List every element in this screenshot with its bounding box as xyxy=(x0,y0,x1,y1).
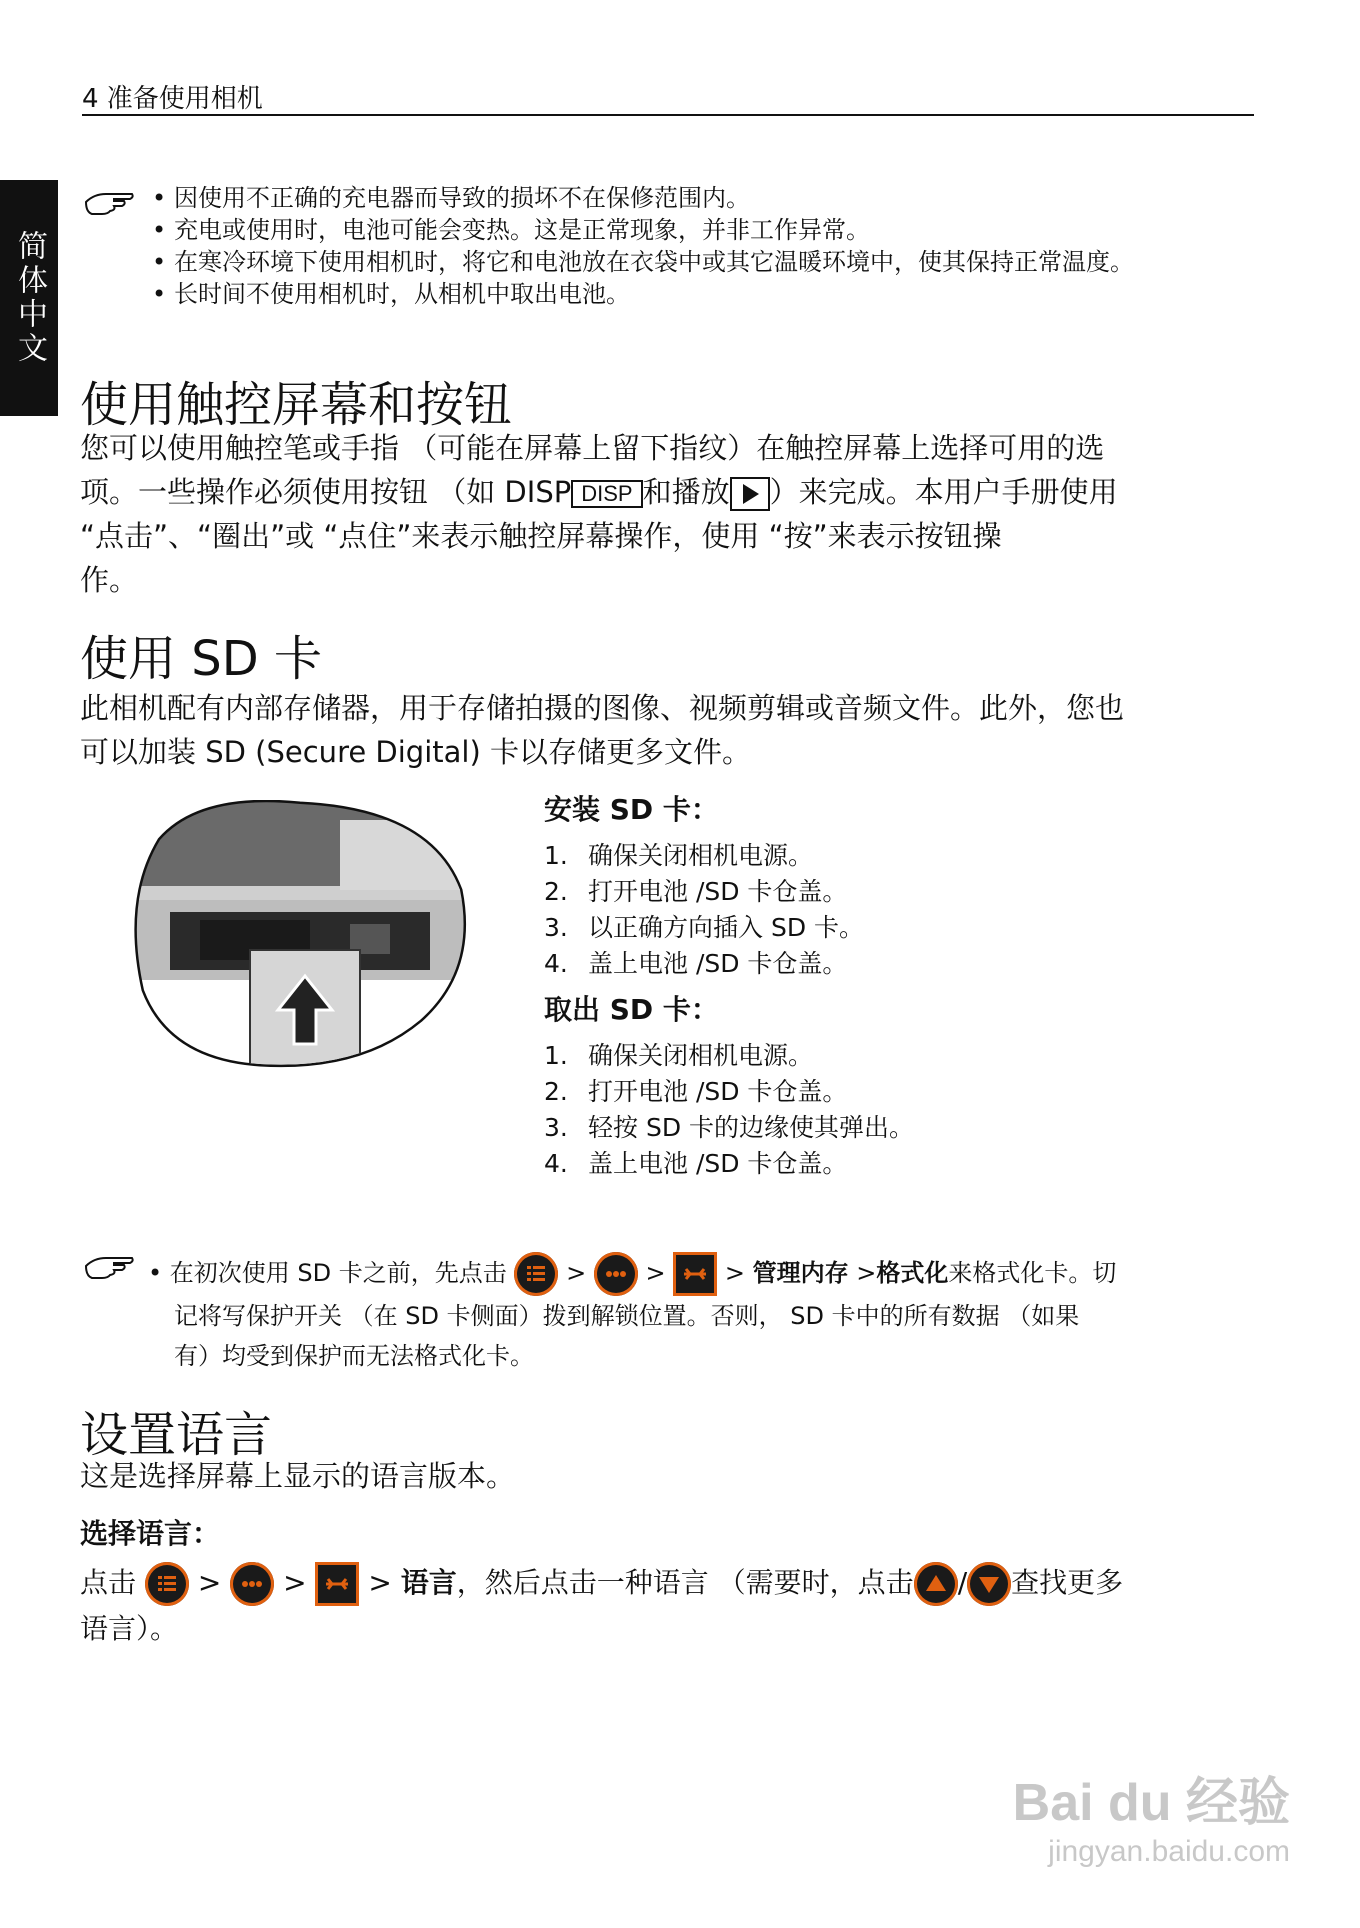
section1-line2 xyxy=(80,470,1260,514)
section3-text-d: 查找更多 xyxy=(1011,1566,1124,1599)
separator: > xyxy=(645,1259,666,1287)
play-button-icon xyxy=(730,477,770,511)
step-number: 3. xyxy=(544,1113,568,1142)
menu-icon xyxy=(145,1562,189,1606)
section3-text-c: ，然后点击一种语言 （需要时，点击 xyxy=(456,1566,914,1599)
step-number: 2. xyxy=(544,1077,568,1106)
section3-line1: 这是选择屏幕上显示的语言版本。 xyxy=(80,1459,516,1493)
note1-list xyxy=(148,182,1258,310)
format-label: 格式化 xyxy=(876,1259,949,1287)
manage-memory-label: 管理内存 xyxy=(752,1259,849,1287)
note2-line1: • 在初次使用 SD 卡之前，先点击 > > > 管理内存 >格式化来格式化卡。切 xyxy=(148,1252,1258,1296)
note-hand-icon xyxy=(84,188,136,222)
step-number: 1. xyxy=(544,841,568,870)
note1-item: • 充电或使用时，电池可能会变热。这是正常现象，并非工作异常。 xyxy=(148,214,1258,246)
step-text: 盖上电池 /SD 卡仓盖。 xyxy=(588,1149,848,1178)
remove-sd-block xyxy=(544,988,914,1182)
disp-button-icon: DISP xyxy=(571,480,642,508)
note2-text-c: 来格式化卡。切 xyxy=(948,1259,1117,1287)
step-number: 2. xyxy=(544,877,568,906)
step-item xyxy=(544,874,864,910)
settings-wrench-icon xyxy=(673,1252,717,1296)
step-text: 打开电池 /SD 卡仓盖。 xyxy=(588,877,848,906)
separator: > xyxy=(197,1566,222,1599)
section-title-language: 设置语言 xyxy=(80,1407,273,1463)
step-text: 确保关闭相机电源。 xyxy=(588,841,814,870)
step-text: 盖上电池 /SD 卡仓盖。 xyxy=(588,949,848,978)
step-item xyxy=(544,910,864,946)
note2-line3: 有）均受到保护而无法格式化卡。 xyxy=(174,1342,534,1370)
watermark-brand: Bai du 经验 xyxy=(1012,1774,1290,1832)
language-label: 语言 xyxy=(400,1566,457,1599)
step-number: 3. xyxy=(544,913,568,942)
note1-item: • 因使用不正确的充电器而导致的损坏不在保修范围内。 xyxy=(148,182,1258,214)
step-item xyxy=(544,1038,914,1074)
menu-icon xyxy=(514,1252,558,1296)
section2-body xyxy=(80,686,1260,774)
step-text: 轻按 SD 卡的边缘使其弹出。 xyxy=(588,1113,915,1142)
note2-block xyxy=(148,1252,1258,1376)
step-text: 打开电池 /SD 卡仓盖。 xyxy=(588,1077,848,1106)
separator: > xyxy=(856,1259,877,1287)
section3-line3 xyxy=(80,1560,1270,1606)
section3-text-a: 点击 xyxy=(80,1566,137,1599)
sd-card-insert-illustration xyxy=(130,800,470,1080)
remove-steps xyxy=(544,1038,914,1182)
header-rule xyxy=(82,114,1254,116)
step-item xyxy=(544,1110,914,1146)
step-number: 1. xyxy=(544,1041,568,1070)
scroll-up-icon xyxy=(914,1562,958,1606)
slash: / xyxy=(957,1566,968,1599)
remove-sd-title: 取出 SD 卡： xyxy=(544,993,719,1026)
install-steps xyxy=(544,838,864,982)
select-language-title: 选择语言： xyxy=(80,1517,221,1550)
section1-line2-b: 和播放 xyxy=(642,475,730,509)
more-icon xyxy=(230,1562,274,1606)
scroll-down-icon xyxy=(967,1562,1011,1606)
step-item xyxy=(544,838,864,874)
step-item xyxy=(544,946,864,982)
section1-line4: 作。 xyxy=(80,563,139,597)
page-header-title: 4 准备使用相机 xyxy=(82,84,263,114)
section3-instructions xyxy=(80,1560,1270,1652)
separator: > xyxy=(566,1259,587,1287)
separator: > xyxy=(368,1566,392,1599)
watermark-url: jingyan.baidu.com xyxy=(1048,1835,1290,1868)
section1-line3: “点击”、“圈出”或 “点住”来表示触控屏幕操作，使用 “按”来表示按钮操 xyxy=(80,519,1002,553)
section2-line2: 可以加装 SD (Secure Digital) 卡以存储更多文件。 xyxy=(80,735,751,769)
more-icon xyxy=(594,1252,638,1296)
step-text: 以正确方向插入 SD 卡。 xyxy=(588,913,865,942)
section3-line4: 语言）。 xyxy=(80,1612,179,1645)
note2-line2: 记将写保护开关 （在 SD 卡侧面）拨到解锁位置。否则， SD 卡中的所有数据 （如果 xyxy=(174,1302,1080,1330)
step-item xyxy=(544,1074,914,1110)
step-item xyxy=(544,1146,914,1182)
section1-line2-a: 项。一些操作必须使用按钮 （如 DISP xyxy=(80,475,572,509)
note1-item: • 在寒冷环境下使用相机时，将它和电池放在衣袋中或其它温暖环境中，使其保持正常温度。 xyxy=(148,246,1264,278)
step-text: 确保关闭相机电源。 xyxy=(588,1041,814,1070)
language-side-tab: 简体中文 xyxy=(0,180,58,416)
note1-item: • 长时间不使用相机时，从相机中取出电池。 xyxy=(148,278,1258,310)
separator: > xyxy=(283,1566,307,1599)
install-sd-block xyxy=(544,788,864,982)
note2-text-a: 在初次使用 SD 卡之前，先点击 xyxy=(169,1259,507,1287)
install-sd-title: 安装 SD 卡： xyxy=(544,793,719,826)
note-hand-icon xyxy=(84,1252,136,1286)
section-title-touch: 使用触控屏幕和按钮 xyxy=(80,377,513,433)
settings-wrench-icon xyxy=(315,1562,359,1606)
baidu-watermark xyxy=(1013,1760,1290,1869)
separator: > xyxy=(724,1259,745,1287)
section1-line2-c: ）来完成。本用户手册使用 xyxy=(769,475,1118,509)
section-title-sd: 使用 SD 卡 xyxy=(80,631,322,687)
section1-body xyxy=(80,426,1260,602)
step-number: 4. xyxy=(544,1149,568,1178)
section2-line1: 此相机配有内部存储器，用于存储拍摄的图像、视频剪辑或音频文件。此外，您也 xyxy=(80,691,1125,725)
step-number: 4. xyxy=(544,949,568,978)
section1-line1: 您可以使用触控笔或手指 （可能在屏幕上留下指纹）在触控屏幕上选择可用的选 xyxy=(80,431,1105,465)
